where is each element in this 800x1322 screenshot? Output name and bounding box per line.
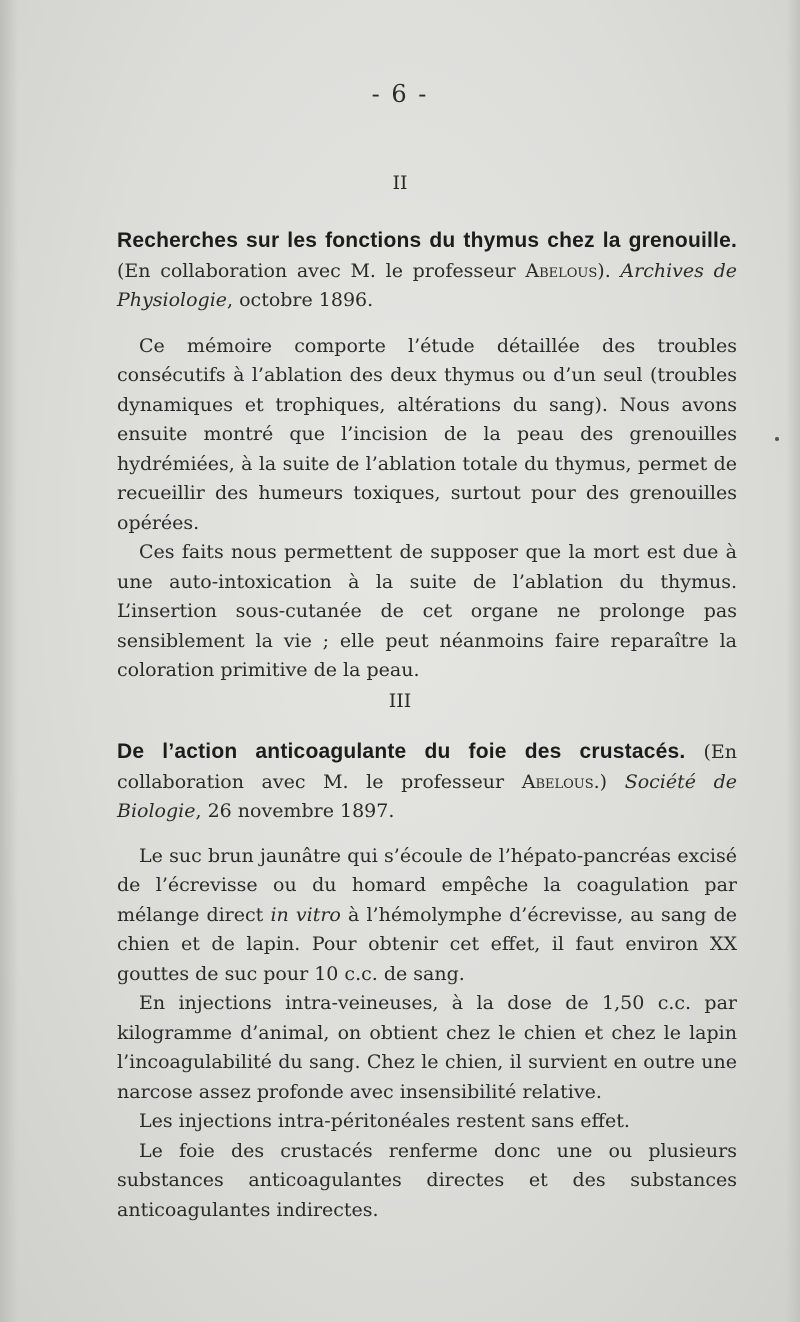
paragraph: En injections intra-veineuses, à la dose de 1,50 c.c. par kilogramme d’animal, on obtient chez le chien et chez le lapin l’incoagulabilité du sang. Chez le chien, il survient en outre une narcose assez profonde avec insensibilité relative. [117, 992, 737, 1103]
paragraph: Ces faits nous permettent de supposer que la mort est due à une auto-intoxication à la suite de l’ablation du thymus. L’insertion sous-cutanée de cet organe ne prolonge pas sensiblement la vie ; elle peut néanmoins faire reparaître la coloration primitive de la peau. [117, 541, 737, 681]
citation-prefix: (En collaboration avec M. le professeur [117, 259, 526, 282]
section-title: De l’action anticoagulante du foie des crustacés. [117, 740, 686, 763]
paragraph-italic: in vitro [270, 903, 341, 926]
paragraph: Le foie des crustacés renferme donc une ou plusieurs substances anticoagulantes directes et des substances anticoagulantes indirectes. [117, 1139, 737, 1221]
paragraph: Ce mémoire comporte l’étude détaillée des troubles consécutifs à l’ablation des deux thymus ou d’un seul (troubles dynamiques et trophiques, altérations du sang). Nous avons ensuite montré que l’incision de la peau des grenouilles hydrémiées, à la suite de l’ablation totale du thymus, permet de recueillir des humeurs toxiques, surtout pour des grenouilles opérées. [117, 334, 737, 534]
citation-author: Abelous [525, 259, 598, 282]
citation-separator: ). [597, 259, 621, 282]
section-numeral: III [388, 690, 412, 712]
page-number: - 6 - [371, 80, 429, 108]
section-block [117, 226, 737, 686]
section-heading [117, 737, 737, 827]
paragraph: Les injections intra-péritonéales restent sans effet. [139, 1110, 630, 1132]
section-title: Recherches sur les fonctions du thymus chez la grenouille. [117, 229, 737, 252]
section-block [117, 737, 737, 1225]
ink-speck [775, 437, 779, 441]
section-heading [117, 226, 737, 316]
citation-date: , 26 novembre 1897. [195, 800, 395, 822]
page-edge-shadow-right [786, 0, 800, 1322]
paragraph-text: Le suc brun jaunâtre qui s’écoule de l’hépato-pancréas excisé de l’écrevisse ou du homard empêche la coagulation par mélange direct [117, 844, 737, 926]
paragraph-text: à l’hémolymphe d’écrevisse, au sang de chien et de lapin. Pour obtenir cet effet, il faut environ XX gouttes de suc pour 10 c.c. de sang. [117, 903, 737, 985]
citation-separator: .) [593, 770, 625, 793]
section-numeral: II [392, 172, 408, 194]
paragraph [117, 842, 737, 990]
citation-date: , octobre 1896. [227, 289, 374, 311]
citation-journal: Archives de Physiologie [117, 259, 737, 311]
citation-author: Abelous [521, 770, 594, 793]
citation-prefix: (En collaboration avec M. le professeur [117, 741, 737, 793]
citation-journal: Société de Biologie [117, 770, 737, 822]
page-edge-shadow-left [0, 0, 18, 1322]
